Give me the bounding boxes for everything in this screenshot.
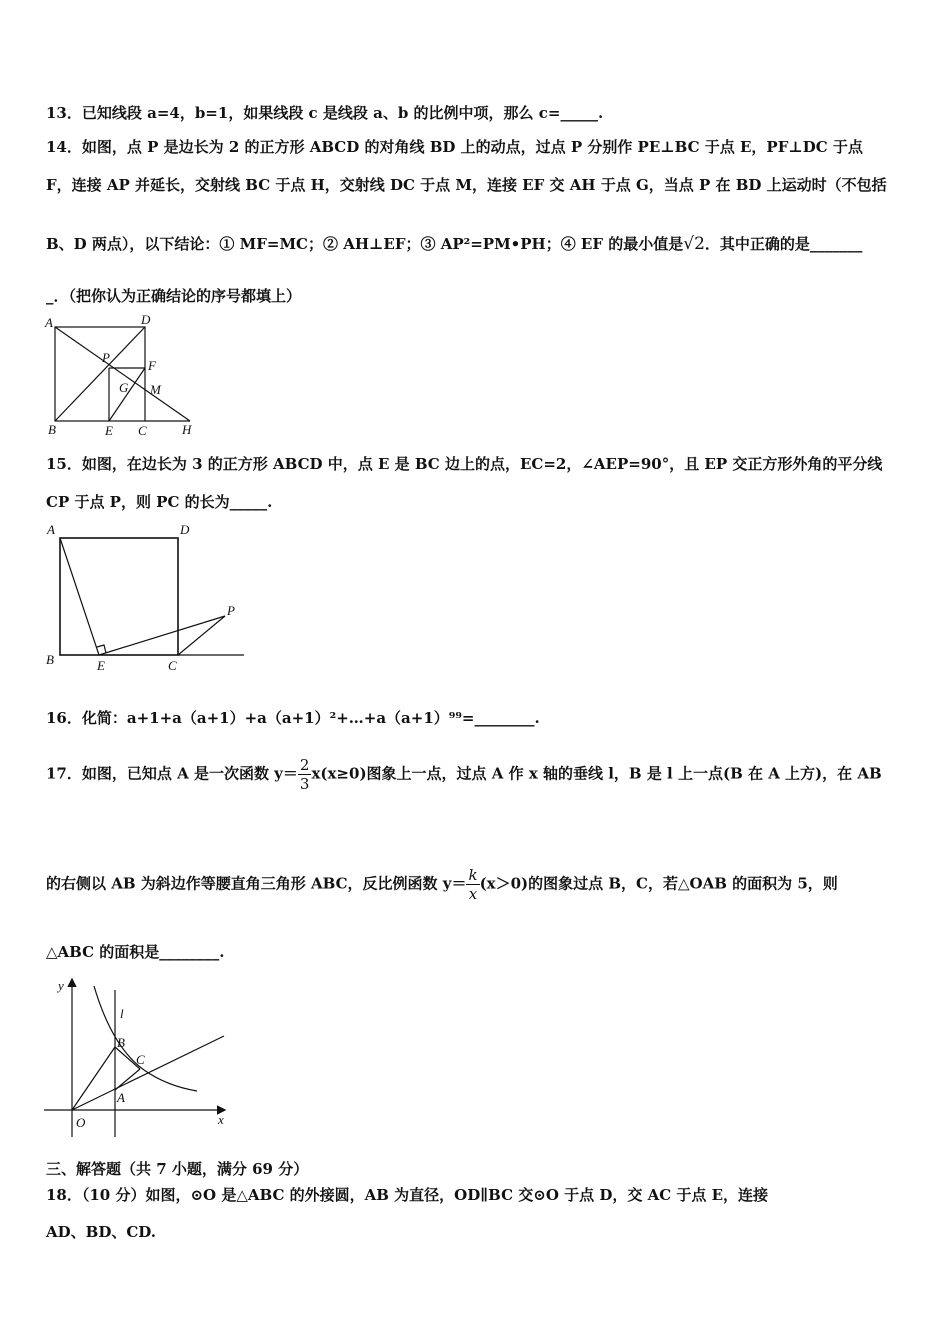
label-p: P	[227, 603, 235, 618]
q18-line2: AD、BD、CD.	[46, 1223, 156, 1241]
q14-diagonal-bd	[55, 327, 145, 421]
label-b: B	[117, 1035, 125, 1050]
label-o: O	[76, 1115, 86, 1130]
label-c: C	[168, 658, 177, 673]
segment-ac	[115, 1069, 140, 1090]
q14-line3a: B、D 两点），以下结论：① MF=MC；② AH⊥EF；③ AP²=PM•PH；④ EF 的最小值是	[46, 235, 684, 253]
q14-line-ah	[55, 327, 190, 421]
q17-line2	[46, 866, 838, 903]
q16-text: 16．化简：a+1+a（a+1）+a（a+1）²+…+a（a+1）⁹⁹=________.	[46, 709, 540, 727]
label-l: l	[120, 1006, 124, 1021]
q14-line3b: ．其中正确的是_______	[704, 235, 863, 253]
frac2-denominator: x	[468, 885, 478, 903]
q17-line2a: 的右侧以 AB 为斜边作等腰直角三角形 ABC，反比例函数 y＝	[46, 874, 467, 893]
q15-square	[60, 538, 178, 655]
q17-line2b: (x＞0)的图象过点 B，C，若△OAB 的面积为 5，则	[479, 874, 838, 893]
q14-line2: F，连接 AP 并延长，交射线 BC 于点 H，交射线 DC 于点 M，连接 EF 交 AH 于点 G，当点 P 在 BD 上运动时（不包括	[46, 176, 887, 194]
section3-title: 三、解答题（共 7 小题，满分 69 分）	[46, 1160, 309, 1178]
q15-ae	[60, 538, 99, 655]
q15-line1: 15．如图，在边长为 3 的正方形 ABCD 中，点 E 是 BC 边上的点，EC=2，∠AEP=90°，且 EP 交正方形外角的平分线	[46, 455, 883, 473]
label-a: A	[45, 315, 53, 330]
q13-text: 13．已知线段 a=4，b=1，如果线段 c 是线段 a、b 的比例中项，那么 c=_____.	[46, 104, 604, 122]
label-d: D	[141, 312, 151, 327]
q14-figure	[42, 312, 202, 442]
label-f: F	[148, 358, 156, 373]
q17-line3: △ABC 的面积是________.	[46, 943, 225, 961]
q15-figure	[42, 516, 247, 676]
q15-line2: CP 于点 P，则 PC 的长为_____.	[46, 493, 273, 511]
label-y: y	[58, 978, 64, 993]
label-a: A	[47, 522, 55, 537]
segment-ob	[72, 1047, 115, 1110]
fraction-two-thirds	[298, 756, 312, 793]
label-c: C	[138, 423, 147, 438]
label-g: G	[119, 380, 129, 395]
hyperbola-k-x	[94, 986, 197, 1091]
q18-line1: 18．（10 分）如图，⊙O 是△ABC 的外接圆，AB 为直径，OD∥BC 交⊙O 于点 D，交 AC 于点 E，连接	[46, 1186, 769, 1204]
label-b: B	[46, 652, 54, 667]
q14-line1: 14．如图，点 P 是边长为 2 的正方形 ABCD 的对角线 BD 上的动点，过点 P 分别作 PE⊥BC 于点 E，PF⊥DC 于点	[46, 138, 863, 156]
label-x: x	[218, 1112, 224, 1127]
q14-line4: _．（把你认为正确结论的序号都填上）	[46, 287, 302, 305]
label-b: B	[48, 422, 56, 437]
frac1-numerator: 2	[299, 756, 310, 774]
q17-figure	[42, 972, 242, 1142]
q14-line3	[46, 234, 862, 254]
frac1-denominator: 3	[299, 775, 310, 793]
q17-line1a: 17．如图，已知点 A 是一次函数 y＝	[46, 764, 298, 783]
label-e: E	[97, 658, 105, 673]
label-a: A	[117, 1090, 125, 1105]
q15-ep	[99, 616, 225, 655]
q15-cp	[178, 616, 225, 655]
label-h: H	[182, 422, 192, 437]
label-c: C	[136, 1052, 145, 1067]
label-m: M	[150, 382, 161, 397]
label-p: P	[102, 350, 110, 365]
label-e: E	[105, 423, 113, 438]
sqrt2: √2	[683, 234, 705, 254]
q17-line1	[46, 756, 882, 793]
fraction-k-over-x	[466, 866, 479, 903]
frac2-numerator: k	[468, 866, 478, 884]
q17-line1b: x(x≥0)图象上一点，过点 A 作 x 轴的垂线 l，B 是 l 上一点(B 在 A 上方)，在 AB	[311, 764, 882, 783]
label-d: D	[180, 522, 190, 537]
